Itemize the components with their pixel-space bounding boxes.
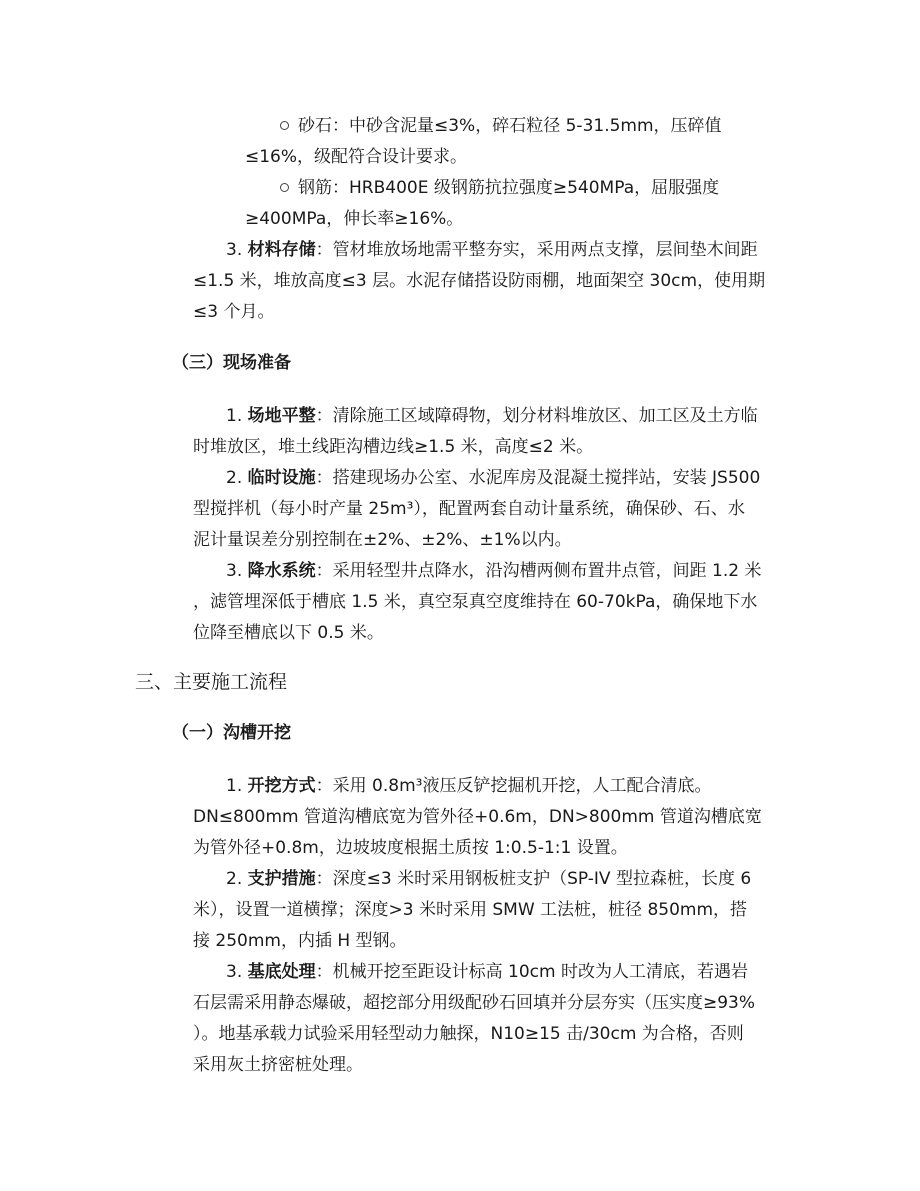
item-text: ：机械开挖至距设计标高 10cm 时改为人工清底，若遇岩: [315, 962, 748, 982]
item-number: 1.: [226, 406, 243, 426]
item-title: 降水系统: [247, 561, 316, 581]
item-title: 场地平整: [247, 406, 316, 426]
bullet-steel: [280, 177, 719, 199]
item-temp-facilities: [226, 467, 760, 489]
chapter-heading-main-process: 三、主要施工流程: [135, 671, 288, 693]
item-number: 3.: [226, 962, 243, 982]
item-excavation-method: [226, 775, 711, 797]
paragraph-line: ）。地基承载力试验采用轻型动力触探，N10≥15 击/30cm 为合格，否则: [193, 1024, 744, 1044]
bullet-steel-cont: ≥400MPa，伸长率≥16%。: [245, 209, 464, 229]
item-title: 材料存储: [247, 240, 316, 260]
paragraph-line: 型搅拌机（每小时产量 25m³），配置两套自动计量系统，确保砂、石、水: [193, 499, 745, 519]
paragraph-line: ，滤管埋深低于槽底 1.5 米，真空泵真空度维持在 60-70kPa，确保地下水: [193, 592, 758, 612]
item-text: ：采用轻型井点降水，沿沟槽两侧布置井点管，间距 1.2 米: [315, 561, 762, 581]
paragraph-line: 时堆放区，堆土线距沟槽边线≥1.5 米，高度≤2 米。: [193, 437, 594, 457]
paragraph-line: 为管外径+0.8m，边坡坡度根据土质按 1:0.5-1:1 设置。: [193, 838, 628, 858]
paragraph-line: 位降至槽底以下 0.5 米。: [193, 623, 384, 643]
item-material-storage: [226, 239, 758, 261]
item-site-leveling: [226, 405, 758, 427]
item-text: ：管材堆放场地需平整夯实，采用两点支撑，层间垫木间距: [315, 240, 758, 260]
item-text: ：搭建现场办公室、水泥库房及混凝土搅拌站，安装 JS500: [315, 468, 761, 488]
paragraph-line: 泥计量误差分别控制在±2%、±2%、±1%以内。: [193, 530, 572, 550]
item-title: 开挖方式: [247, 776, 316, 796]
item-text: ：采用 0.8m³液压反铲挖掘机开挖，人工配合清底。: [315, 776, 712, 796]
item-number: 3.: [226, 561, 243, 581]
paragraph-line: 石层需采用静态爆破，超挖部分用级配砂石回填并分层夯实（压实度≥93%: [193, 993, 756, 1013]
paragraph-line: 采用灰土挤密桩处理。: [193, 1055, 363, 1075]
item-text: ：深度≤3 米时采用钢板桩支护（SP-IV 型拉森桩，长度 6: [315, 869, 752, 889]
bullet-steel-text: 钢筋：HRB400E 级钢筋抗拉强度≥540MPa，屈服强度: [298, 178, 720, 198]
bullet-sand-cont: ≤16%，级配符合设计要求。: [245, 147, 468, 167]
bullet-sand-text: 砂石：中砂含泥量≤3%，碎石粒径 5-31.5mm，压碎值: [298, 116, 722, 136]
item-number: 1.: [226, 776, 243, 796]
item-number: 2.: [226, 468, 243, 488]
item-title: 临时设施: [247, 468, 316, 488]
item-support-measures: [226, 868, 751, 890]
section-heading-site-prep: （三）现场准备: [172, 353, 291, 373]
paragraph-line: DN≤800mm 管道沟槽底宽为管外径+0.6m，DN>800mm 管道沟槽底宽: [193, 807, 762, 827]
item-text: ：清除施工区域障碍物，划分材料堆放区、加工区及土方临: [315, 406, 758, 426]
paragraph-line: 米），设置一道横撑；深度>3 米时采用 SMW 工法桩，桩径 850mm，搭: [193, 900, 748, 920]
section-heading-trench: （一）沟槽开挖: [172, 723, 291, 743]
paragraph-line: ≤3 个月。: [193, 302, 275, 322]
item-dewatering: [226, 560, 761, 582]
item-base-treatment: [226, 961, 748, 983]
bullet-sand: [280, 115, 722, 137]
item-number: 2.: [226, 869, 243, 889]
paragraph-line: ≤1.5 米，堆放高度≤3 层。水泥存储搭设防雨棚，地面架空 30cm，使用期: [193, 271, 766, 291]
item-title: 基底处理: [247, 962, 316, 982]
hollow-bullet-icon: [280, 121, 289, 130]
item-title: 支护措施: [247, 869, 316, 889]
hollow-bullet-icon: [280, 183, 289, 192]
paragraph-line: 接 250mm，内插 H 型钢。: [193, 931, 407, 951]
item-number: 3.: [226, 240, 243, 260]
